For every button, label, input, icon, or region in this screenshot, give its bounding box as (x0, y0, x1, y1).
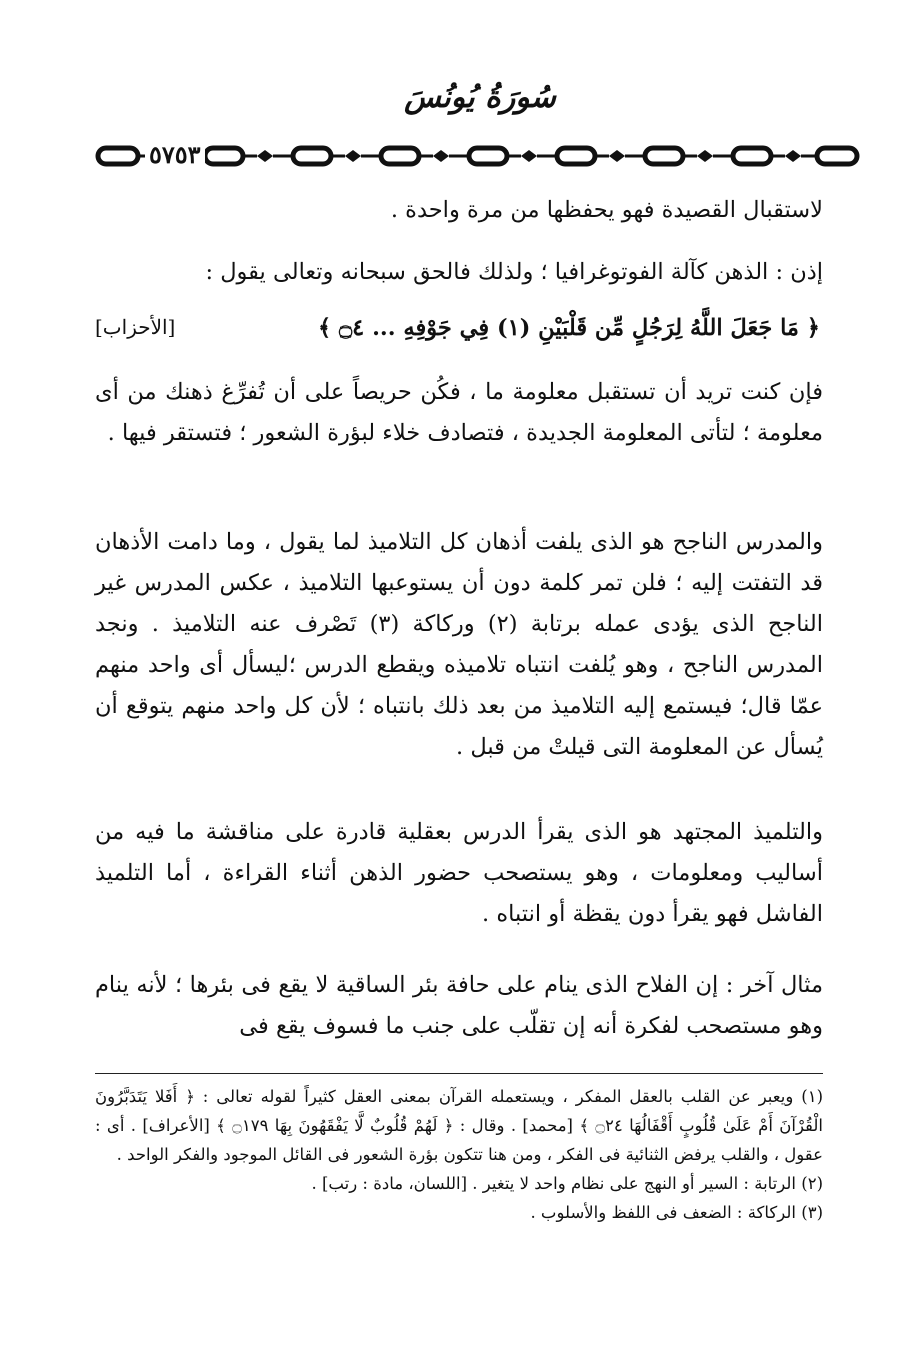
footnote-3: (٣) الركاكة : الضعف فى اللفظ والأسلوب . (530, 1203, 823, 1222)
paragraph-2: إذن : الذهن كآلة الفوتوغرافيا ؛ ولذلك فالحق سبحانه وتعالى يقول : (205, 259, 823, 285)
paragraph-6: مثال آخر : إن الفلاح الذى ينام على حافة بئر الساقية لا يقع فى بئرها ؛ لأنه ينام وهو مستصحب لفكرة أنه إن تقلّب على جنب ما فسوف يقع فى (95, 972, 823, 1039)
quran-verse: ﴿ مَا جَعَلَ اللَّهُ لِرَجُلٍ مِّن قَلْبَيْنِ (١) فِي جَوْفِهِ ... ۝٤ ﴾ (317, 315, 820, 341)
paragraph-4: والمدرس الناجح هو الذى يلفت أذهان كل التلاميذ لما يقول ، وما دامت الأذهان قد التفتت إليه ؛ فلن تمر كلمة دون أن يستوعبها التلاميذ ، عكس المدرس غير الناجح الذى يؤدى عمله برتابة (٢) وركاكة (٣) تَصْرف عنه التلاميذ . ونجد المدرس الناجح ، وهو يُلفت انتباه تلاميذه ويقطع الدرس ؛ليسأل أى واحد منهم عمّا قال؛ فيستمع إليه التلاميذ من بعد ذلك بانتباه ؛ لأن كل واحد منهم يتوقع أن يُسأل عن المعلومة التى قيلتْ من قبل . (95, 529, 823, 760)
paragraph-1: لاستقبال القصيدة فهو يحفظها من مرة واحدة . (390, 197, 823, 223)
chain-ornament (95, 137, 860, 175)
footnotes-section (95, 1082, 823, 1227)
footnote-divider (95, 1073, 823, 1074)
surah-title: سُورَةُ يُونُسَ (404, 80, 556, 115)
footnote-1: (١) ويعبر عن القلب بالعقل المفكر ، ويستعمله القرآن بمعنى العقل كثيراً لقوله تعالى : ﴿ أَفَلا يَتَدَبَّرُونَ الْقُرْآنَ أَمْ عَلَىٰ قُلُوبٍ أَقْفَالُهَا ۝٢٤ ﴾ [محمد] . وقال : ﴿ لَهُمْ قُلُوبٌ لَّا يَفْقَهُونَ بِهَا ۝١٧٩ ﴾ [الأعراف] . أى : عقول ، والقلب يرفض الثنائية فى الفكر ، ومن هنا تتكون بؤرة الشعور فى القائل الموجود والفكر الواحد . (95, 1087, 824, 1164)
footnote-2: (٢) الرتابة : السير أو النهج على نظام واحد لا يتغير . [اللسان، مادة : رتب] . (311, 1174, 823, 1193)
paragraph-5: والتلميذ المجتهد هو الذى يقرأ الدرس بعقلية قادرة على مناقشة ما فيه من أساليب ومعلومات ، وهو يستصحب حضور الذهن أثناء القراءة ، أما التلميذ الفاشل فهو يقرأ دون يقظة أو انتباه . (95, 819, 823, 927)
page-number: ٥٧٥٣ (145, 140, 205, 169)
page-header-ornament-row (95, 137, 860, 175)
surah-reference: [الأحزاب] (95, 315, 176, 339)
paragraph-3: فإن كنت تريد أن تستقبل معلومة ما ، فكُن حريصاً على أن تُفرِّغ ذهنك من أى معلومة ؛ لتأتى المعلومة الجديدة ، فتصادف خلاء لبؤرة الشعور ؛ فتستقر فيها . (95, 379, 823, 446)
